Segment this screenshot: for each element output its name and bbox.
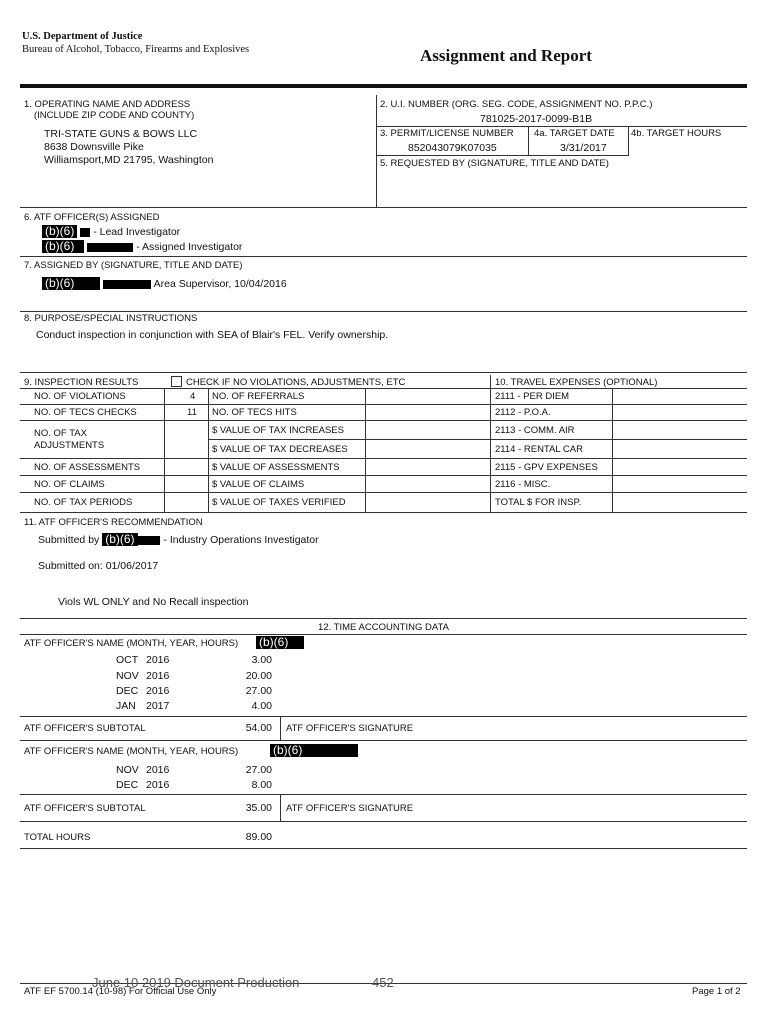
- officer2-role: - Assigned Investigator: [136, 241, 243, 253]
- divider: [20, 618, 747, 619]
- redaction-box: (b)(6): [256, 636, 304, 649]
- redaction-box: (b)(6): [42, 225, 77, 238]
- submitted-by-role: - Industry Operations Investigator: [163, 534, 319, 546]
- officer1-time-redaction: [256, 636, 304, 649]
- divider: [20, 492, 747, 493]
- divider: [377, 155, 629, 156]
- operating-city: Williamsport,MD 21795, Washington: [44, 154, 214, 166]
- officer2-year-0: 2016: [146, 764, 170, 776]
- bureau-name: Bureau of Alcohol, Tobacco, Firearms and Explosives: [22, 44, 250, 55]
- travel-misc: 2116 - MISC.: [495, 479, 551, 490]
- divider: [376, 95, 377, 207]
- officer1-line: [42, 225, 180, 238]
- divider: [20, 794, 747, 795]
- value-assessments-label: $ VALUE OF ASSESSMENTS: [212, 462, 340, 473]
- recommendation-note: Viols WL ONLY and No Recall inspection: [58, 596, 249, 608]
- department-name: U.S. Department of Justice: [22, 31, 143, 42]
- officer1-month-2: DEC: [116, 685, 139, 697]
- production-watermark: June 10 2019 Document Production: [92, 975, 300, 990]
- violations-value: 4: [190, 391, 196, 402]
- taxes-verified-label: $ VALUE OF TAXES VERIFIED: [212, 497, 346, 508]
- total-hours: 89.00: [245, 831, 272, 843]
- officer1-subtotal-label: ATF OFFICER'S SUBTOTAL: [24, 723, 146, 734]
- divider: [628, 126, 629, 155]
- redaction-box: [138, 536, 160, 545]
- divider: [20, 821, 747, 822]
- officer1-month-0: OCT: [116, 654, 139, 666]
- travel-gpv: 2115 - GPV EXPENSES: [495, 462, 598, 473]
- officer1-month-1: NOV: [116, 670, 139, 682]
- purpose-text: Conduct inspection in conjunction with SEA of Blair's FEL. Verify ownership.: [36, 329, 389, 341]
- divider: [208, 439, 747, 440]
- tax-periods-label: NO. OF TAX PERIODS: [34, 497, 133, 508]
- tax-increases-label: $ VALUE OF TAX INCREASES: [212, 425, 344, 436]
- travel-per-diem: 2111 - PER DIEM: [495, 391, 570, 402]
- travel-rental-car: 2114 - RENTAL CAR: [495, 444, 583, 455]
- tax-adjustments-label: NO. OF TAX ADJUSTMENTS: [34, 428, 105, 451]
- officer2-month-0: NOV: [116, 764, 139, 776]
- bates-number: 452: [372, 975, 394, 990]
- divider: [20, 634, 747, 635]
- officer2-hours-1: 8.00: [251, 779, 272, 791]
- target-date: 3/31/2017: [560, 142, 607, 154]
- box4a-label: 4a. TARGET DATE: [534, 128, 615, 139]
- officer2-time-redaction: [270, 744, 358, 757]
- officer1-month-3: JAN: [116, 700, 136, 712]
- referrals-label: NO. OF REFERRALS: [212, 391, 305, 402]
- divider: [528, 126, 529, 155]
- box7-label: 7. ASSIGNED BY (SIGNATURE, TITLE AND DATE): [24, 260, 243, 271]
- redaction-box: [80, 228, 90, 237]
- ui-number: 781025-2017-0099-B1B: [480, 113, 593, 125]
- redaction-box: [103, 280, 151, 289]
- box9-label: 9. INSPECTION RESULTS: [24, 377, 139, 388]
- officer1-year-2: 2016: [146, 685, 170, 697]
- box3-label: 3. PERMIT/LICENSE NUMBER: [380, 128, 514, 139]
- no-violations-checkbox[interactable]: [171, 376, 182, 387]
- officer2-hours-0: 27.00: [245, 764, 272, 776]
- divider: [377, 126, 747, 127]
- divider: [20, 716, 747, 717]
- officer1-year-3: 2017: [146, 700, 170, 712]
- box1-label: 1. OPERATING NAME AND ADDRESS: [24, 99, 191, 110]
- assessments-label: NO. OF ASSESSMENTS: [34, 462, 141, 473]
- officer1-time-label: ATF OFFICER'S NAME (MONTH, YEAR, HOURS): [24, 638, 239, 649]
- officer2-subtotal: 35.00: [245, 802, 272, 814]
- redaction-box: [87, 243, 133, 252]
- box6-label: 6. ATF OFFICER(S) ASSIGNED: [24, 212, 160, 223]
- redaction-box: (b)(6): [42, 240, 84, 253]
- tecs-checks-label: NO. OF TECS CHECKS: [34, 407, 137, 418]
- officer1-hours-0: 3.00: [251, 654, 272, 666]
- page-number: Page 1 of 2: [692, 986, 741, 997]
- officer2-time-label: ATF OFFICER'S NAME (MONTH, YEAR, HOURS): [24, 746, 239, 757]
- box1-sublabel: (INCLUDE ZIP CODE AND COUNTY): [34, 110, 195, 121]
- divider: [20, 207, 747, 208]
- box12-label: 12. TIME ACCOUNTING DATA: [318, 622, 449, 633]
- divider: [280, 794, 281, 821]
- value-claims-label: $ VALUE OF CLAIMS: [212, 479, 305, 490]
- divider: [20, 420, 747, 421]
- divider: [365, 388, 366, 513]
- claims-label: NO. OF CLAIMS: [34, 479, 105, 490]
- divider: [20, 512, 747, 513]
- officer2-signature-label: ATF OFFICER'S SIGNATURE: [286, 803, 414, 814]
- divider: [20, 740, 747, 741]
- box5-label: 5. REQUESTED BY (SIGNATURE, TITLE AND DATE): [380, 158, 609, 169]
- box4b-label: 4b. TARGET HOURS: [631, 128, 722, 139]
- divider: [20, 404, 747, 405]
- divider: [164, 388, 165, 513]
- divider: [20, 388, 747, 389]
- violations-label: NO. OF VIOLATIONS: [34, 391, 126, 402]
- total-hours-label: TOTAL HOURS: [24, 832, 91, 843]
- submitted-by-prefix: Submitted by: [38, 534, 100, 546]
- assigned-by-text: Area Supervisor, 10/04/2016: [153, 278, 287, 290]
- check-label: CHECK IF NO VIOLATIONS, ADJUSTMENTS, ETC: [186, 377, 406, 388]
- divider: [20, 458, 747, 459]
- divider: [208, 388, 209, 513]
- officer2-year-1: 2016: [146, 779, 170, 791]
- officer2-line: [42, 240, 242, 253]
- submitted-by-line: [38, 533, 319, 546]
- operating-street: 8638 Downsville Pike: [44, 141, 144, 153]
- redaction-box: (b)(6): [270, 744, 358, 757]
- divider: [280, 716, 281, 740]
- form-title: Assignment and Report: [420, 46, 592, 65]
- tax-decreases-label: $ VALUE OF TAX DECREASES: [212, 444, 348, 455]
- divider: [20, 372, 747, 373]
- officer1-hours-1: 20.00: [245, 670, 272, 682]
- divider: [20, 311, 747, 312]
- box10-label: 10. TRAVEL EXPENSES (OPTIONAL): [495, 377, 658, 388]
- travel-comm-air: 2113 - COMM. AIR: [495, 425, 575, 436]
- travel-poa: 2112 - P.O.A.: [495, 407, 551, 418]
- divider: [20, 256, 747, 257]
- officer1-subtotal: 54.00: [245, 722, 272, 734]
- box8-label: 8. PURPOSE/SPECIAL INSTRUCTIONS: [24, 313, 198, 324]
- officer2-subtotal-label: ATF OFFICER'S SUBTOTAL: [24, 803, 146, 814]
- officer1-signature-label: ATF OFFICER'S SIGNATURE: [286, 723, 414, 734]
- divider: [20, 848, 747, 849]
- permit-number: 852043079K07035: [408, 142, 497, 154]
- officer1-hours-3: 4.00: [251, 700, 272, 712]
- officer1-hours-2: 27.00: [245, 685, 272, 697]
- officer1-year-1: 2016: [146, 670, 170, 682]
- form-number: ATF EF 5700.14 (10-98) For Official Use Only: [24, 986, 217, 997]
- redaction-box: (b)(6): [42, 277, 100, 290]
- assigned-by-line: [42, 277, 287, 290]
- officer1-role: - Lead Investigator: [93, 226, 181, 238]
- travel-total: TOTAL $ FOR INSP.: [495, 497, 582, 508]
- divider: [20, 475, 747, 476]
- box2-label: 2. U.I. NUMBER (ORG. SEG. CODE, ASSIGNMENT NO. P.P.C.): [380, 99, 653, 110]
- header-rule: [20, 84, 747, 88]
- box11-label: 11. ATF OFFICER'S RECOMMENDATION: [24, 517, 203, 528]
- submitted-on: Submitted on: 01/06/2017: [38, 560, 159, 572]
- divider: [612, 388, 613, 513]
- officer2-month-1: DEC: [116, 779, 139, 791]
- operating-name: TRI-STATE GUNS & BOWS LLC: [44, 128, 198, 140]
- redaction-box: (b)(6): [102, 533, 137, 546]
- officer1-year-0: 2016: [146, 654, 170, 666]
- tecs-hits-label: NO. OF TECS HITS: [212, 407, 297, 418]
- tecs-checks-value: 11: [187, 407, 197, 418]
